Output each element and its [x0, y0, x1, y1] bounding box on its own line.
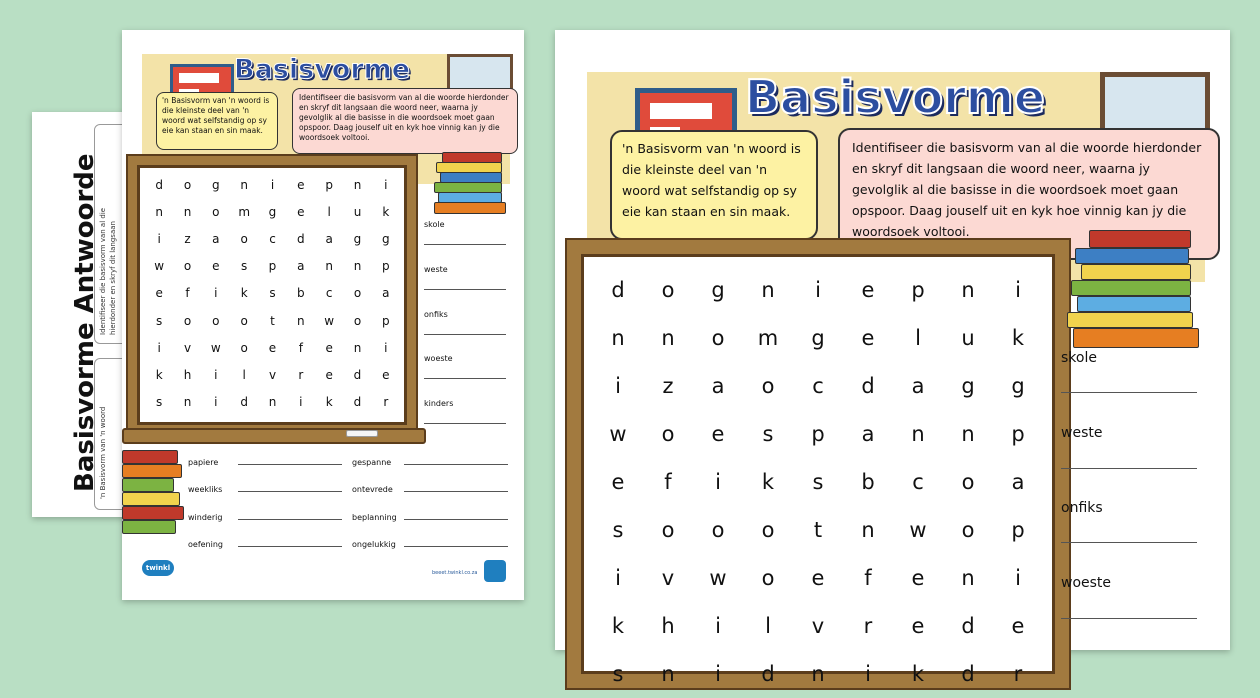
grid-letter[interactable]: o — [661, 422, 675, 446]
grid-letter[interactable]: z — [184, 232, 191, 247]
bottom-word: ongelukkig — [352, 540, 396, 549]
grid-letter[interactable]: n — [661, 326, 675, 350]
grid-letter[interactable]: o — [353, 313, 362, 328]
grid-letter[interactable]: g — [961, 374, 975, 398]
grid-letter[interactable]: o — [212, 204, 220, 219]
grid-letter[interactable]: e — [711, 422, 725, 446]
grid-letter[interactable]: a — [1011, 470, 1025, 494]
grid-letter[interactable]: n — [183, 204, 192, 219]
grid-letter[interactable]: w — [909, 518, 927, 542]
grid-letter[interactable]: p — [811, 422, 825, 446]
grid-letter[interactable]: g — [382, 232, 390, 247]
grid-letter[interactable]: s — [156, 395, 163, 410]
grid-letter[interactable]: w — [154, 259, 165, 274]
grid-letter[interactable]: c — [325, 286, 333, 301]
grid-letter[interactable]: w — [609, 422, 627, 446]
bottom-word: oefening — [188, 540, 223, 549]
grid-letter[interactable]: l — [765, 614, 771, 638]
grid-letter[interactable]: u — [961, 326, 975, 350]
intro-box: 'n Basisvorm van 'n woord is die kleinste deel van 'n woord wat selfstandig op sy eie kan staan en sin maak. — [610, 130, 818, 240]
grid-letter[interactable]: g — [268, 204, 277, 219]
grid-letter[interactable]: p — [1011, 518, 1025, 542]
grid-letter[interactable]: e — [1011, 614, 1025, 638]
grid-letter[interactable]: n — [811, 662, 825, 686]
grid-letter[interactable]: n — [353, 340, 362, 355]
grid-letter[interactable]: r — [298, 368, 304, 383]
grid-letter[interactable]: f — [298, 340, 303, 355]
grid-letter[interactable]: r — [383, 395, 389, 410]
grid-letter[interactable]: n — [661, 662, 675, 686]
grid-letter[interactable]: n — [297, 313, 305, 328]
grid-letter[interactable]: h — [661, 614, 675, 638]
answer-line[interactable] — [424, 244, 506, 245]
grid-letter[interactable]: o — [183, 313, 192, 328]
answer-line[interactable] — [238, 464, 342, 465]
grid-letter[interactable]: e — [155, 286, 163, 301]
grid-letter[interactable]: o — [761, 566, 775, 590]
grid-letter[interactable]: d — [961, 662, 975, 686]
answer-line[interactable] — [238, 491, 342, 492]
grid-letter[interactable]: r — [863, 614, 873, 638]
grid-letter[interactable]: d — [761, 662, 775, 686]
twinkl-badge-icon — [484, 560, 506, 582]
grid-letter[interactable]: d — [155, 177, 163, 192]
grid-letter[interactable]: n — [761, 278, 775, 302]
grid-letter[interactable]: s — [269, 286, 276, 301]
side-word: onfiks — [424, 310, 448, 319]
answer-line[interactable] — [238, 519, 342, 520]
grid-letter[interactable]: i — [157, 232, 161, 247]
grid-letter[interactable]: z — [662, 374, 674, 398]
grid-letter[interactable]: e — [268, 340, 277, 355]
grid-letter[interactable]: i — [1015, 566, 1021, 590]
grid-letter[interactable]: a — [911, 374, 925, 398]
grid-letter[interactable]: r — [1013, 662, 1023, 686]
grid-letter[interactable]: o — [353, 286, 362, 301]
grid-letter[interactable]: a — [212, 232, 220, 247]
grid-letter[interactable]: i — [157, 340, 161, 355]
worksheet-title: Basisvorme — [234, 54, 411, 85]
grid-letter[interactable]: o — [183, 259, 192, 274]
grid-letter[interactable]: n — [240, 177, 248, 192]
instruction-box: Identifiseer die basisvorm van al die woorde hierdonder en skryf dit langsaan die woord neer, waarna jy gevolglik al die basisse in die woordsoek moet gaan opspoor. Daag jouself uit en kyk hoe vinnig kan jy die woordsoek voltooi. — [292, 88, 518, 154]
bottom-word: papiere — [188, 458, 219, 467]
grid-letter[interactable]: a — [861, 422, 875, 446]
bottom-word: gespanne — [352, 458, 392, 467]
grid-letter[interactable]: s — [612, 662, 624, 686]
grid-letter[interactable]: g — [353, 232, 362, 247]
grid-letter[interactable]: a — [297, 259, 305, 274]
grid-letter[interactable]: c — [912, 470, 924, 494]
side-word: skole — [1061, 350, 1097, 366]
grid-letter[interactable]: d — [297, 232, 305, 247]
grid-letter[interactable]: d — [353, 395, 362, 410]
grid-letter[interactable]: s — [156, 313, 163, 328]
answer-line[interactable] — [424, 289, 506, 290]
grid-letter[interactable]: o — [212, 313, 220, 328]
answer-intro-text: 'n Basisvorm van 'n woord — [99, 406, 107, 499]
word-search-grid — [145, 171, 400, 416]
grid-letter[interactable]: i — [384, 177, 388, 192]
grid-letter[interactable]: o — [761, 374, 775, 398]
grid-letter[interactable]: k — [325, 395, 333, 410]
grid-letter[interactable]: e — [911, 566, 925, 590]
grid-letter[interactable]: l — [915, 326, 921, 350]
grid-letter[interactable]: s — [762, 422, 774, 446]
grid-letter[interactable]: i — [214, 368, 218, 383]
worksheet-preview-small — [122, 30, 524, 600]
answer-sheet-title: Basisvorme Antwoorde — [70, 153, 100, 492]
grid-letter[interactable]: o — [183, 177, 192, 192]
grid-letter[interactable]: c — [812, 374, 824, 398]
grid-letter[interactable]: o — [661, 518, 675, 542]
grid-letter[interactable]: n — [961, 422, 975, 446]
grid-letter[interactable]: i — [715, 470, 721, 494]
grid-letter[interactable]: k — [155, 368, 163, 383]
answer-line[interactable] — [1061, 392, 1197, 393]
grid-letter[interactable]: w — [210, 340, 221, 355]
grid-letter[interactable]: s — [612, 518, 624, 542]
answer-line[interactable] — [404, 546, 508, 547]
grid-letter[interactable]: n — [861, 518, 875, 542]
word-search-grid — [593, 266, 1043, 698]
grid-letter[interactable]: e — [861, 326, 875, 350]
grid-letter[interactable]: m — [757, 326, 779, 350]
worksheet-title: Basisvorme — [745, 70, 1046, 124]
grid-letter[interactable]: o — [961, 470, 975, 494]
board-ledge — [122, 428, 426, 444]
grid-letter[interactable]: w — [709, 566, 727, 590]
grid-letter[interactable]: d — [240, 395, 248, 410]
intro-box: 'n Basisvorm van 'n woord is die kleinste deel van 'n woord wat selfstandig op sy eie kan staan en sin maak. — [156, 92, 278, 150]
bottom-word: ontevrede — [352, 485, 393, 494]
grid-letter[interactable]: a — [711, 374, 725, 398]
side-word: weste — [424, 265, 448, 274]
answer-line[interactable] — [424, 334, 506, 335]
grid-letter[interactable]: e — [297, 177, 305, 192]
grid-letter[interactable]: b — [861, 470, 875, 494]
book-stack — [1067, 230, 1207, 360]
bottom-word: winderig — [188, 513, 223, 522]
grid-letter[interactable]: n — [183, 395, 192, 410]
grid-letter[interactable]: i — [715, 662, 721, 686]
grid-letter[interactable]: i — [214, 286, 218, 301]
answer-line[interactable] — [1061, 468, 1197, 469]
answer-line[interactable] — [404, 519, 508, 520]
grid-letter[interactable]: e — [861, 278, 875, 302]
grid-letter[interactable]: g — [811, 326, 825, 350]
grid-letter[interactable]: a — [325, 232, 333, 247]
grid-letter[interactable]: p — [382, 259, 390, 274]
grid-letter[interactable]: g — [1011, 374, 1025, 398]
worksheet-preview-large — [555, 30, 1230, 686]
side-word: onfiks — [1061, 500, 1103, 516]
grid-letter[interactable]: n — [325, 259, 333, 274]
answer-line[interactable] — [1061, 542, 1197, 543]
grid-letter[interactable]: o — [661, 278, 675, 302]
grid-letter[interactable]: i — [299, 395, 303, 410]
footer-url: beeet.twinkl.co.za — [432, 570, 478, 576]
grid-letter[interactable]: p — [268, 259, 277, 274]
grid-letter[interactable]: n — [611, 326, 625, 350]
side-word: weste — [1061, 425, 1103, 441]
book-stack — [434, 152, 514, 222]
grid-letter[interactable]: d — [961, 614, 975, 638]
grid-letter[interactable]: i — [715, 614, 721, 638]
grid-letter[interactable]: c — [269, 232, 276, 247]
grid-letter[interactable]: k — [382, 204, 390, 219]
grid-letter[interactable]: t — [813, 518, 823, 542]
grid-letter[interactable]: u — [353, 204, 362, 219]
answer-instruction-text-2: hierdonder en skryf dit langsaan — [109, 221, 117, 335]
grid-letter[interactable]: o — [711, 326, 725, 350]
grid-letter[interactable]: o — [240, 232, 248, 247]
grid-letter[interactable]: i — [384, 340, 388, 355]
chalk — [346, 430, 378, 437]
word-search-board — [128, 156, 416, 434]
book-stack-bottom — [122, 450, 184, 540]
grid-letter[interactable]: i — [615, 374, 621, 398]
grid-letter[interactable]: e — [297, 204, 305, 219]
grid-letter[interactable]: v — [661, 566, 675, 590]
grid-letter[interactable]: v — [183, 340, 192, 355]
side-word: skole — [424, 220, 445, 229]
bottom-word: weekliks — [188, 485, 223, 494]
grid-letter[interactable]: e — [325, 340, 333, 355]
grid-letter[interactable]: l — [242, 368, 246, 383]
grid-letter[interactable]: l — [327, 204, 331, 219]
grid-letter[interactable]: o — [961, 518, 975, 542]
grid-letter[interactable]: n — [353, 259, 362, 274]
grid-letter[interactable]: a — [382, 286, 390, 301]
word-search-board — [567, 240, 1069, 688]
grid-letter[interactable]: p — [325, 177, 333, 192]
grid-letter[interactable]: e — [212, 259, 220, 274]
grid-letter[interactable]: o — [711, 518, 725, 542]
grid-letter[interactable]: t — [270, 313, 275, 328]
side-word: woeste — [424, 354, 453, 363]
grid-letter[interactable]: k — [1011, 326, 1025, 350]
grid-letter[interactable]: v — [811, 614, 825, 638]
grid-letter[interactable]: e — [911, 614, 925, 638]
grid-letter[interactable]: v — [268, 368, 277, 383]
grid-letter[interactable]: i — [615, 566, 621, 590]
grid-letter[interactable]: d — [353, 368, 362, 383]
answer-line[interactable] — [424, 378, 506, 379]
grid-letter[interactable]: i — [214, 395, 218, 410]
grid-letter[interactable]: p — [911, 278, 925, 302]
grid-letter[interactable]: o — [240, 340, 248, 355]
grid-letter[interactable]: p — [382, 313, 390, 328]
grid-letter[interactable]: k — [761, 470, 775, 494]
side-word: woeste — [1061, 575, 1112, 591]
grid-letter[interactable]: n — [961, 278, 975, 302]
grid-letter[interactable]: b — [297, 286, 305, 301]
grid-letter[interactable]: k — [611, 614, 625, 638]
grid-letter[interactable]: n — [353, 177, 362, 192]
grid-letter[interactable]: e — [611, 470, 625, 494]
grid-letter[interactable]: o — [761, 518, 775, 542]
answer-line[interactable] — [404, 464, 508, 465]
side-word: kinders — [424, 399, 454, 408]
grid-letter[interactable]: e — [811, 566, 825, 590]
grid-letter[interactable]: n — [911, 422, 925, 446]
instruction-box: Identifiseer die basisvorm van al die woorde hierdonder en skryf dit langsaan die woord neer, waarna jy gevolglik al die basisse in die woordsoek moet gaan opspoor. Daag jouself uit en kyk hoe vinnig kan jy die woordsoek voltooi. — [838, 128, 1220, 260]
grid-letter[interactable]: i — [865, 662, 871, 686]
grid-letter[interactable]: k — [240, 286, 248, 301]
answer-line[interactable] — [238, 546, 342, 547]
grid-letter[interactable]: g — [212, 177, 220, 192]
answer-line[interactable] — [424, 423, 506, 424]
grid-letter[interactable]: d — [611, 278, 625, 302]
grid-letter[interactable]: d — [861, 374, 875, 398]
grid-letter[interactable]: p — [1011, 422, 1025, 446]
grid-letter[interactable]: o — [240, 313, 248, 328]
answer-instruction-text: Identifiseer die basisvorm van al die — [99, 207, 107, 335]
grid-letter[interactable]: s — [812, 470, 824, 494]
grid-letter[interactable]: m — [238, 204, 251, 219]
grid-letter[interactable]: n — [961, 566, 975, 590]
grid-letter[interactable]: g — [711, 278, 725, 302]
answer-line[interactable] — [1061, 618, 1197, 619]
answer-line[interactable] — [404, 491, 508, 492]
bottom-word: beplanning — [352, 513, 397, 522]
twinkl-logo: twinkl — [142, 560, 174, 576]
grid-letter[interactable]: k — [911, 662, 925, 686]
grid-letter[interactable]: h — [183, 368, 192, 383]
grid-letter[interactable]: f — [185, 286, 190, 301]
grid-letter[interactable]: f — [864, 566, 872, 590]
grid-letter[interactable]: w — [324, 313, 335, 328]
grid-letter[interactable]: e — [382, 368, 390, 383]
grid-letter[interactable]: f — [664, 470, 672, 494]
grid-letter[interactable]: i — [1015, 278, 1021, 302]
grid-letter[interactable]: n — [155, 204, 163, 219]
grid-letter[interactable]: i — [815, 278, 821, 302]
grid-letter[interactable]: e — [325, 368, 333, 383]
grid-letter[interactable]: i — [270, 177, 275, 192]
grid-letter[interactable]: n — [268, 395, 277, 410]
grid-letter[interactable]: s — [241, 259, 248, 274]
